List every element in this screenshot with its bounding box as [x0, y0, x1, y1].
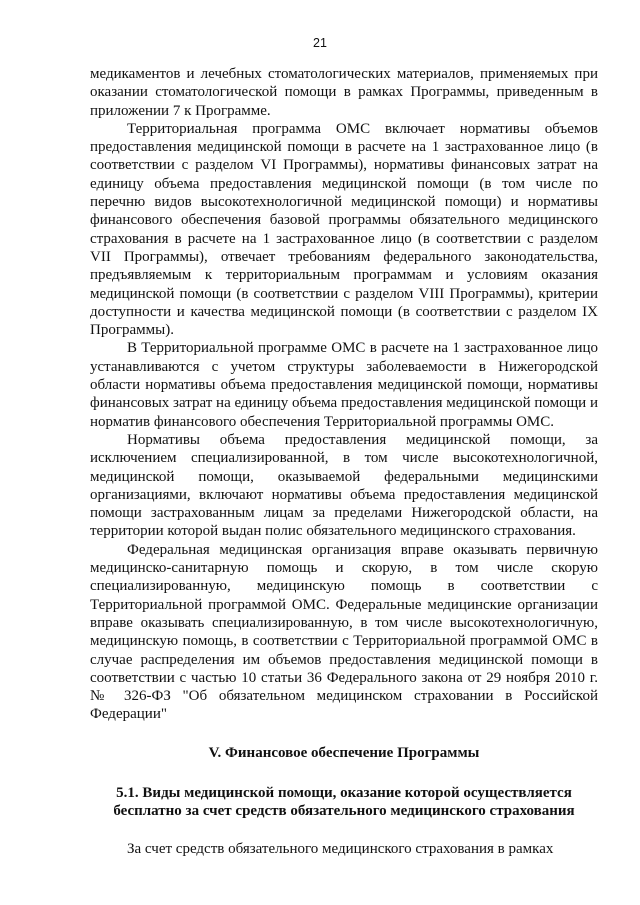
paragraph-volume-norms: Нормативы объема предоставления медицинской помощи, за исключением специализированной, в том числе высокотехнологичной, медицинской помощи, оказываемой федеральными медицинскими организациями, включают нормативы объема предоставления медицинской помощи застрахованным лицам за пределами Нижегородской области, на территории которой выдан полис обязательного медицинского страхования. — [90, 431, 598, 540]
subsection-heading: 5.1. Виды медицинской помощи, оказание которой осуществляется бесплатно за счет средств обязательного медицинского страхования — [113, 784, 575, 820]
paragraph-oms-funding: За счет средств обязательного медицинского страхования в рамках — [127, 840, 554, 857]
page-number: 21 — [313, 36, 327, 50]
paragraph-territorial-program: Территориальная программа ОМС включает нормативы объемов предоставления медицинской помощи в расчете на 1 застрахованное лицо (в соответствии с разделом VI Программы), нормативы финансовых затрат на единицу объема предоставления медицинской помощи (в том числе по перечню видов высокотехнологичной медицинской помощи) и нормативы финансового обеспечения базовой программы обязательного медицинского страхования в расчете на 1 застрахованное лицо (в соответствии с разделом VII Программы), отвечает требованиям федерального законодательства, предъявляемым к территориальным программам и условиям оказания медицинской помощи (в соответствии с разделом VIII Программы), критерии доступности и качества медицинской помощи (в соответствии с разделом IX Программы). — [90, 120, 598, 339]
paragraph-federal-organization: Федеральная медицинская организация вправе оказывать первичную медицинско-санитарную помощь и скорую, в том числе скорую специализированную, медицинскую помощь в соответствии с Территориальной программой ОМС. Федеральные медицинские организации вправе оказывать специализированную, в том числе высокотехнологичную, медицинскую помощь, в соответствии с Территориальной программой ОМС в случае распределения им объемов предоставления медицинской помощи в соответствии с частью 10 статьи 36 Федерального закона от 29 ноября 2010 г. № 326-ФЗ "Об обязательном медицинском страховании в Российской Федерации" — [90, 541, 598, 723]
section-heading: V. Финансовое обеспечение Программы — [208, 744, 480, 761]
document-body — [90, 65, 598, 858]
paragraph-continuation: медикаментов и лечебных стоматологических материалов, применяемых при оказании стоматологической помощи в рамках Программы, приведенным в приложении 7 к Программе. — [90, 66, 598, 119]
paragraph-norms-per-insured: В Территориальной программе ОМС в расчете на 1 застрахованное лицо устанавливаются с учетом структуры заболеваемости в Нижегородской области нормативы объема предоставления медицинской помощи, нормативы финансовых затрат на единицу объема предоставления медицинской помощи и норматив финансового обеспечения Территориальной программы ОМС. — [90, 340, 598, 430]
